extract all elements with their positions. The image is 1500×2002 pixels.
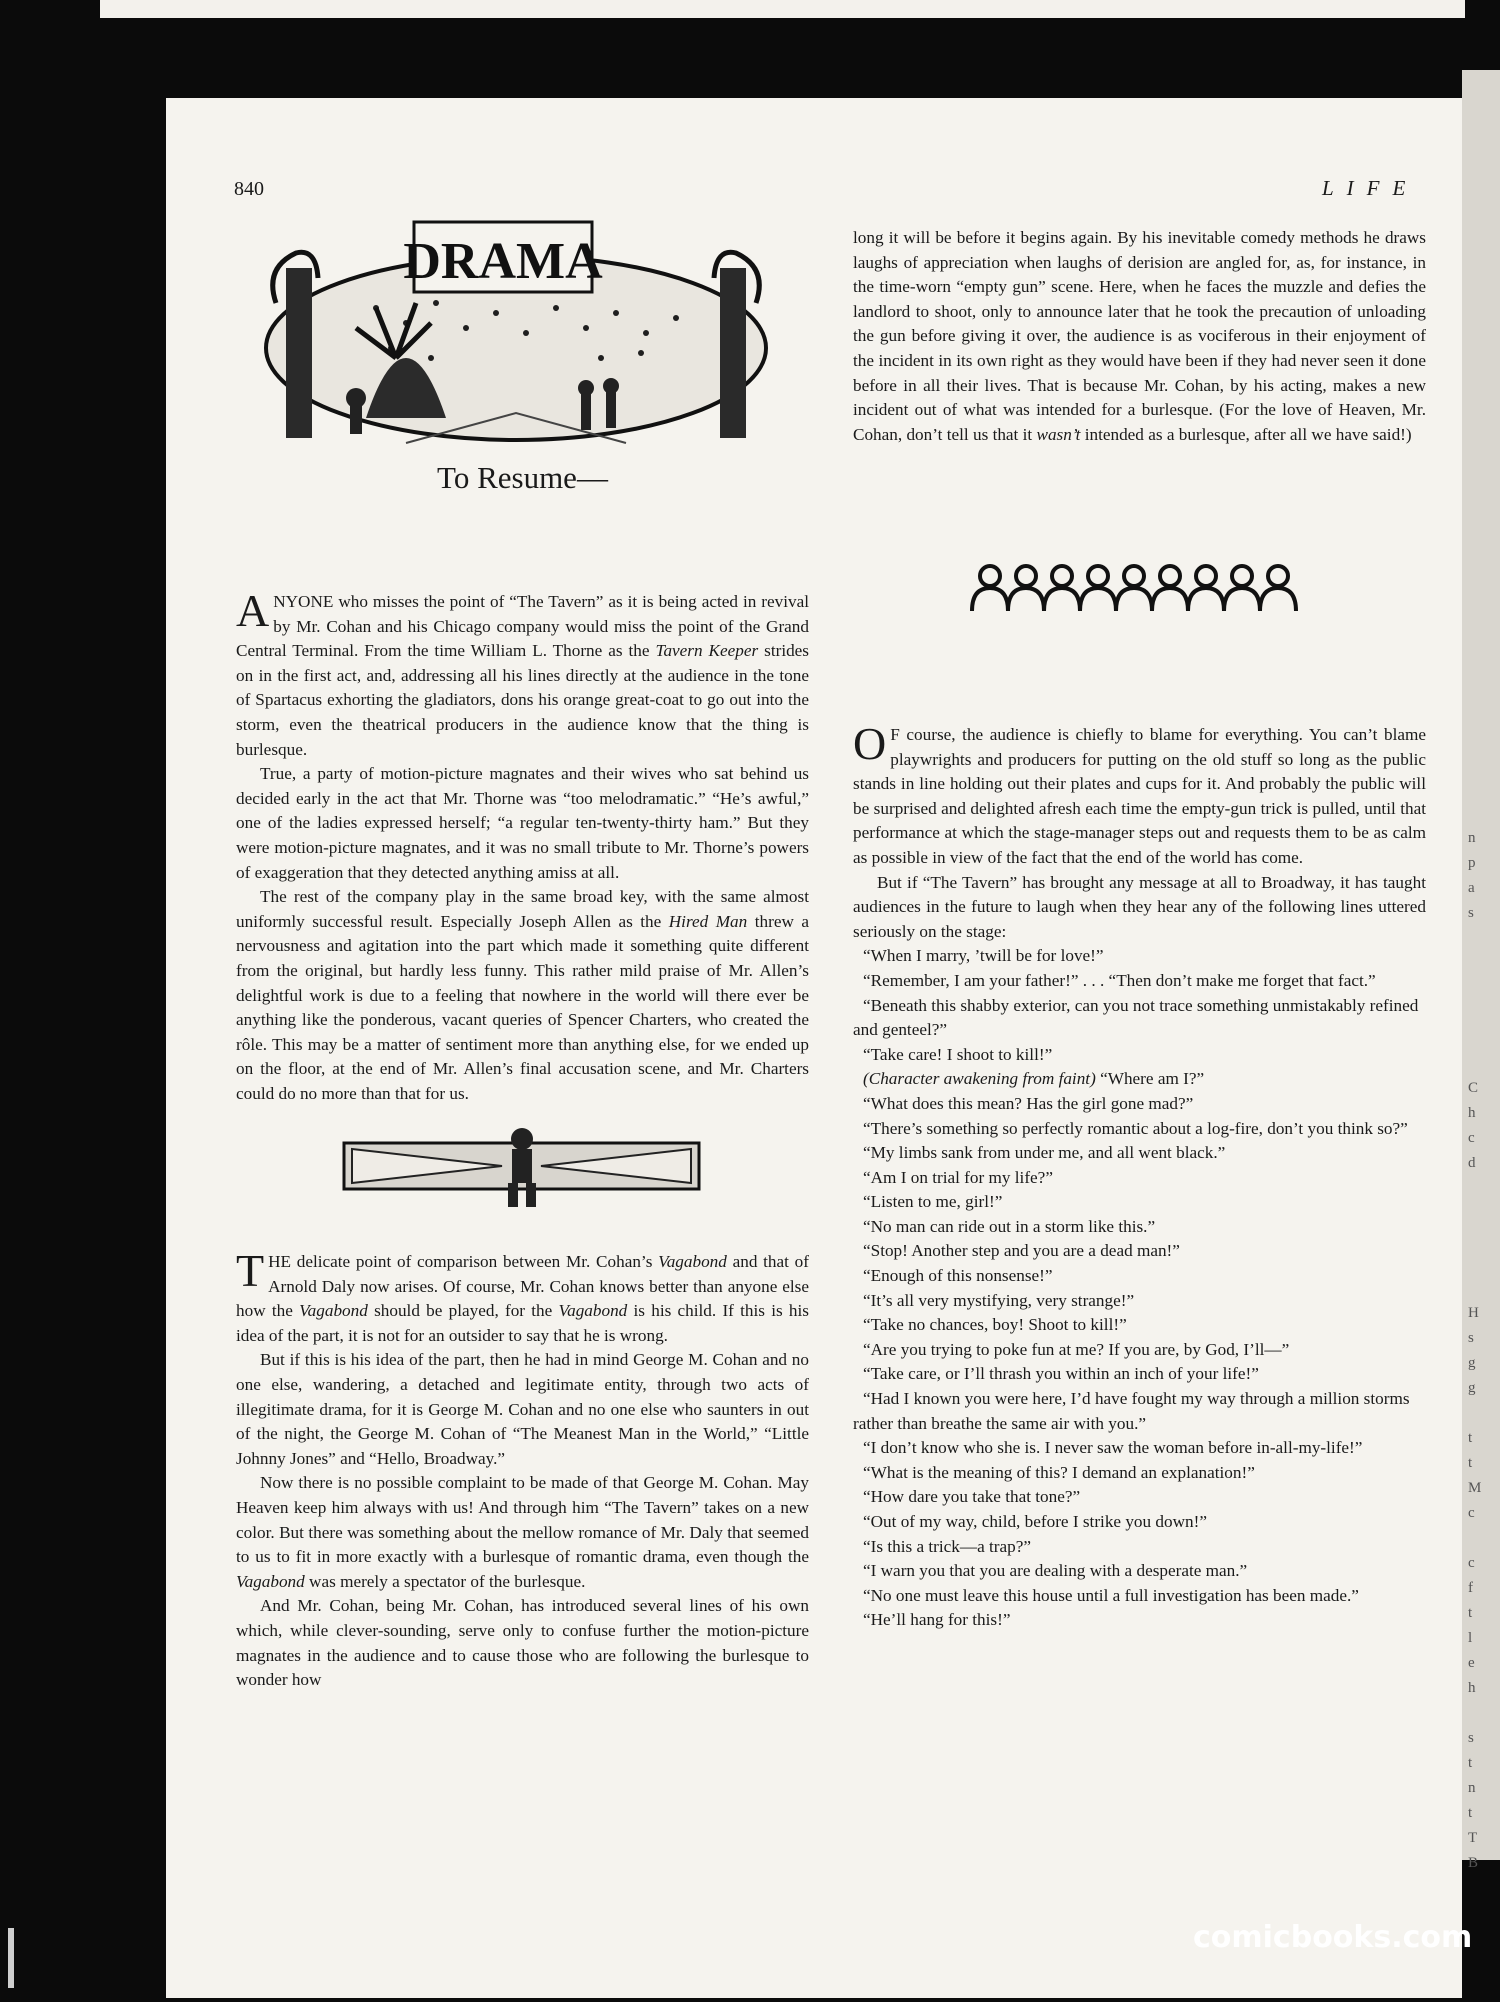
margin-fragment: n (1468, 1780, 1476, 1796)
quoted-line: “Take care, or I’ll thrash you within an inch of your life!” (863, 1364, 1259, 1384)
italic-text: Vagabond (658, 1252, 727, 1271)
paragraph-text: and that of Arnold Daly now arises. Of course, Mr. Cohan knows better than anyone else how the (236, 1252, 809, 1321)
quoted-line: “No one must leave this house until a full investigation has been made.” (863, 1585, 1359, 1605)
paragraph-text: should be played, for the (367, 1301, 559, 1321)
margin-fragment: c (1468, 1505, 1475, 1521)
paragraph-text: HE delicate point of comparison between Mr. Cohan’s (268, 1252, 659, 1271)
margin-fragment: t (1468, 1755, 1473, 1771)
scan-artifact (8, 1928, 14, 1988)
margin-fragment: n (1468, 830, 1476, 846)
quoted-line: “How dare you take that tone?” (863, 1487, 1081, 1507)
quoted-line: “Enough of this nonsense!” (863, 1266, 1053, 1286)
margin-fragment: g (1468, 1355, 1476, 1371)
italic-text: Tavern Keeper (655, 641, 759, 661)
margin-fragment: e (1468, 1655, 1475, 1671)
quoted-line: “Listen to me, girl!” (863, 1192, 1003, 1212)
margin-fragment: H (1468, 1305, 1479, 1321)
quoted-line: “Had I known you were here, I’d have fought my way through a million storms rather than breathe the same air with you.” (853, 1389, 1410, 1433)
italic-text: Vagabond (236, 1571, 305, 1591)
paragraph: But if “The Tavern” has brought any message at all to Broadway, it has taught audiences in the future to laugh when they hear any of the following lines uttered seriously on the stage: (853, 872, 1426, 941)
quoted-line: “What does this mean? Has the girl gone mad?” (863, 1093, 1194, 1113)
quoted-line: “Beneath this shabby exterior, can you not trace something unmistakably refined and genteel?” (853, 995, 1419, 1040)
page-number: 840 (234, 178, 264, 200)
drop-cap: A (236, 585, 270, 636)
quoted-line: “Out of my way, child, before I strike you down!” (863, 1512, 1207, 1531)
margin-fragment: p (1468, 855, 1476, 871)
margin-fragment: g (1468, 1380, 1476, 1396)
quoted-line: “Take care! I shoot to kill!” (863, 1044, 1053, 1064)
paragraph-text: long it will be before it begins again. By his inevitable comedy methods he draws laughs of appreciation when laughs of derision are angled for, as, for instance, in the time-worn “empty gun” scene. Here, when he faces the muzzle and defies the landlord to shoot, only to announce later that he took the precaution of unloading the gun before giving it over, the audience is as vociferous in their enjoyment of the incident in its own right as they would have been if they had never seen it done before in all their lives. That is because Mr. Cohan, by his acting, makes a new incident out of what was intended for a burlesque. (For the love of Heaven, Mr. Cohan, don’t tell us that it (853, 228, 1426, 444)
quoted-line: “There’s something so perfectly romantic about a log-fire, don’t you think so?” (863, 1118, 1408, 1138)
paragraph-text: strides on in the first act, and, addressing all his lines directly at the audience in the tone of Spartacus exhorting the gladiators, dons his orange great-coat to go out into the storm, even the theatrical producers in the audience know that the thing is burlesque. (236, 641, 810, 759)
margin-fragment: t (1468, 1430, 1473, 1446)
margin-fragment: s (1468, 1730, 1474, 1746)
paragraph-text: F course, the audience is chiefly to blame for everything. You can’t blame playwrights and producers for putting on the old stuff so long as the public stands in line holding out their plates and cups for it. And probably the public will be surprised and delighted afresh each time the empty-gun trick is pulled, until that performance at which the stage-manager steps out and requests them to be as calm as possible in view of the fact that the end of the world has come. (853, 725, 1426, 867)
quoted-line: “Stop! Another step and you are a dead man!” (863, 1241, 1180, 1261)
quoted-line: “When I marry, ’twill be for love!” (863, 946, 1104, 966)
margin-fragment: a (1468, 880, 1475, 896)
margin-fragment: h (1468, 1105, 1476, 1121)
margin-fragment: t (1468, 1805, 1473, 1821)
margin-fragment: h (1468, 1680, 1476, 1696)
faces-ornament (970, 556, 1300, 616)
margin-fragment: l (1468, 1630, 1473, 1646)
paragraph-text: NYONE who misses the point of “The Tavern” as it is being acted in revival by Mr. Cohan and his Chicago company would miss the point of the Grand Central Terminal. From the time William L. Thorne as the (236, 592, 809, 661)
margin-fragment: B (1468, 1855, 1479, 1871)
quoted-line: “Take no chances, boy! Shoot to kill!” (863, 1315, 1127, 1335)
margin-fragment: M (1468, 1480, 1482, 1496)
column-left-top (236, 585, 810, 1106)
paragraph-text: intended as a burlesque, after all we have said!) (1080, 424, 1412, 444)
quoted-line (853, 1067, 1426, 1092)
drama-banner-illustration (256, 208, 776, 448)
margin-fragment: t (1468, 1455, 1473, 1471)
margin-fragment: c (1468, 1130, 1475, 1146)
quoted-line: “Are you trying to poke fun at me? If you are, by God, I’ll—” (863, 1339, 1290, 1359)
article-title: To Resume— (437, 460, 608, 495)
column-right-top (853, 226, 1426, 447)
margin-fragment: C (1468, 1080, 1479, 1096)
paragraph-text: The rest of the company play in the same broad key, with the same almost uniformly successful result. Especially Joseph Allen as the (236, 887, 809, 931)
italic-text: Vagabond (299, 1301, 368, 1321)
margin-fragment: t (1468, 1605, 1473, 1621)
quoted-line: “No man can ride out in a storm like this.” (863, 1216, 1156, 1236)
quoted-line: “Is this a trick—a trap?” (863, 1536, 1031, 1556)
quoted-line: “It’s all very mystifying, very strange!” (863, 1290, 1135, 1310)
quoted-line: “What is the meaning of this? I demand an explanation!” (863, 1462, 1255, 1482)
italic-text: wasn’t (1036, 424, 1081, 444)
adjacent-page-edge (1462, 70, 1500, 1871)
paragraph-text: is his child. If this is his idea of the part, it is not for an outsider to say that he is wrong. (236, 1301, 809, 1345)
italic-text: Hired Man (668, 911, 748, 931)
quoted-line: “I warn you that you are dealing with a desperate man.” (863, 1561, 1248, 1581)
quoted-line: “My limbs sank from under me, and all went black.” (863, 1143, 1226, 1163)
paragraph-text: was merely a spectator of the burlesque. (304, 1571, 586, 1591)
quoted-line: “Remember, I am your father!” . . . “Then don’t make me forget that fact.” (863, 970, 1376, 990)
column-left-bottom (236, 1245, 809, 1693)
paragraph: And Mr. Cohan, being Mr. Cohan, has introduced several lines of his own which, while clever-sounding, serve only to confuse further the motion-picture magnates in the audience and to cause those who are following the burlesque to wonder how (236, 1596, 809, 1690)
magazine-page (166, 98, 1462, 1998)
ornamental-divider (342, 1115, 701, 1215)
margin-fragment: f (1468, 1580, 1473, 1596)
margin-fragment: s (1468, 905, 1474, 921)
quoted-line: “He’ll hang for this!” (863, 1610, 1011, 1630)
quoted-line: “I don’t know who she is. I never saw the woman before in-all-my-life!” (863, 1438, 1363, 1458)
margin-fragment: c (1468, 1555, 1475, 1571)
italic-text: (Character awakening from faint) (863, 1069, 1096, 1089)
banner-title: DRAMA (403, 233, 603, 290)
margin-fragment: T (1468, 1830, 1478, 1846)
running-head: LIFE (1322, 176, 1419, 200)
margin-fragment: s (1468, 1330, 1474, 1346)
top-page-strip (100, 0, 1465, 18)
italic-text: Vagabond (558, 1301, 628, 1321)
paragraph-text: Now there is no possible complaint to be made of that George M. Cohan. May Heaven keep him always with us! And through him “The Tavern” takes on a new color. But there was something about the mellow romance of Mr. Daly that seemed to us to fit in more exactly with a burlesque of romantic drama, even though the (236, 1473, 809, 1567)
site-watermark: comicbooks.com (1193, 1920, 1473, 1955)
paragraph: True, a party of motion-picture magnates and their wives who sat behind us decided early in the act that Mr. Thorne was “too melodramatic.” “He’s awful,” one of the ladies expressed herself; “a regular ten-twenty-thirty ham.” But they were motion-picture magnates, and it was no small tribute to Mr. Thorne’s powers of exaggeration that they detected anything amiss at all. (236, 764, 809, 882)
paragraph-text: threw a nervousness and agitation into the part which made it something quite different from the original, but hardly less funny. This rather mild praise of Mr. Allen’s delightful work is due to a feeling that nowhere in the world will there ever be anything like the ponderous, vacant queries of Spencer Charters, who created the rôle. This may be a matter of sentiment more than anything else, for we ended up on the floor, at the end of Mr. Allen’s final accusation scene, and Mr. Charters could do no more than that for us. (236, 911, 809, 1103)
line-text: “Where am I?” (1095, 1069, 1205, 1089)
quoted-line: “Am I on trial for my life?” (863, 1167, 1053, 1187)
paragraph: But if this is his idea of the part, then he had in mind George M. Cohan and no one else, wandering, a detached and legitimate entity, through two acts of illegitimate drama, for it is George M. Cohan and no one else who saunters in out of the night, the George M. Cohan of “The Meanest Man in the World,” “Little Johnny Jones” and “Hello, Broadway.” (236, 1350, 809, 1468)
column-right-bottom (853, 718, 1426, 1633)
drop-cap: O (853, 718, 887, 769)
drop-cap: T (236, 1245, 265, 1296)
margin-fragment: d (1468, 1155, 1476, 1171)
